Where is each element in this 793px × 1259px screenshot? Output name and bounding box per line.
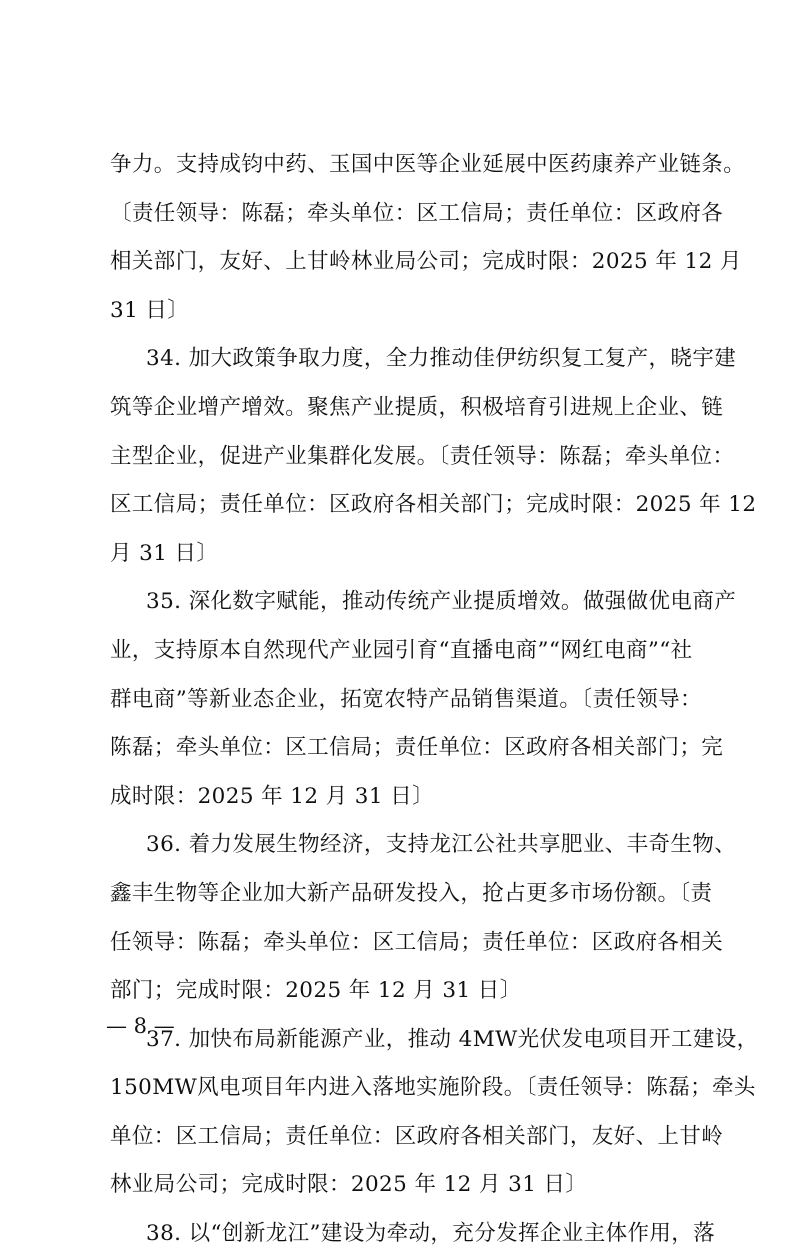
text-line: 业，支持原本自然现代产业园引育“直播电商”“网红电商”“社: [110, 637, 693, 663]
document-body: [110, 141, 759, 1259]
text-line: 区工信局；责任单位：区政府各相关部门；完成时限：2025 年 12: [110, 492, 757, 518]
item-38-first-line: 38. 以“创新龙江”建设为牵动，充分发挥企业主体作用，落: [146, 1221, 716, 1247]
text-line: 部门；完成时限：2025 年 12 月 31 日〕: [110, 978, 522, 1004]
page-number: — 8 —: [106, 1014, 175, 1038]
text-line: 单位：区工信局；责任单位：区政府各相关部门，友好、上甘岭: [110, 1123, 724, 1149]
item-36-first-line: 36. 着力发展生物经济，支持龙江公社共享肥业、丰奇生物、: [146, 832, 737, 858]
text-line: 相关部门，友好、上甘岭林业局公司；完成时限：2025 年 12 月: [110, 249, 742, 275]
item-37-first-line: 37. 加快布局新能源产业，推动 4MW光伏发电项目开工建设，: [146, 1026, 759, 1052]
text-line: 林业局公司；完成时限：2025 年 12 月 31 日〕: [110, 1172, 588, 1198]
text-line: 150MW风电项目年内进入落地实施阶段。〔责任领导：陈磊；牵头: [110, 1075, 756, 1101]
text-line: 成时限：2025 年 12 月 31 日〕: [110, 783, 435, 809]
text-line: 群电商”等新业态企业，拓宽农特产品销售渠道。〔责任领导：: [110, 686, 702, 712]
text-line: 筑等企业增产增效。聚焦产业提质，积极培育引进规上企业、链: [110, 394, 724, 420]
text-line: 〔责任领导：陈磊；牵头单位：区工信局；责任单位：区政府各: [110, 200, 724, 226]
text-line: 争力。支持成钧中药、玉国中医等企业延展中医药康养产业链条。: [110, 152, 746, 177]
item-35-first-line: 35. 深化数字赋能，推动传统产业提质增效。做强做优电商产: [146, 589, 737, 615]
text-line: 任领导：陈磊；牵头单位：区工信局；责任单位：区政府各相关: [110, 929, 724, 955]
text-line: 月 31 日〕: [110, 540, 219, 566]
text-line: 主型企业，促进产业集群化发展。〔责任领导：陈磊；牵头单位：: [110, 443, 735, 469]
text-line: 陈磊；牵头单位：区工信局；责任单位：区政府各相关部门；完: [110, 735, 724, 761]
text-line: 31 日〕: [110, 297, 190, 323]
item-34-first-line: 34. 加大政策争取力度，全力推动佳伊纺织复工复产，晓宇建: [146, 346, 737, 372]
text-line: 鑫丰生物等企业加大新产品研发投入，抢占更多市场份额。〔责: [110, 880, 713, 906]
